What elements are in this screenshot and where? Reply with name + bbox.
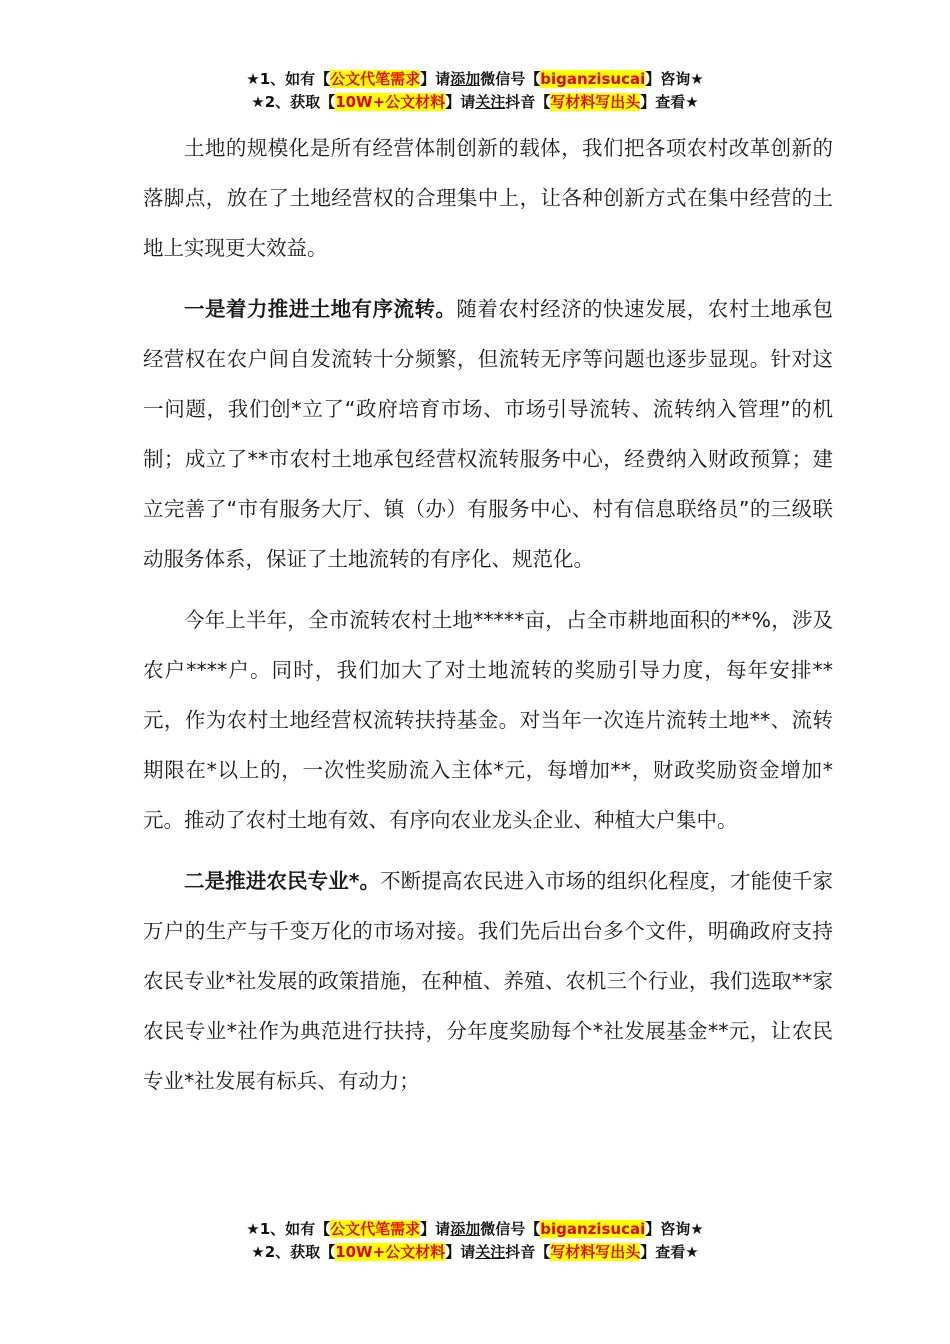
promo-underline: 关注: [475, 93, 506, 111]
promo-underline: 添加: [450, 1220, 481, 1238]
promo-highlight: 10W+公文材料: [335, 1243, 446, 1261]
promo-text: 抖音【: [505, 93, 551, 111]
paragraph: [143, 284, 833, 584]
wechat-id-highlight: biganzisucai: [540, 70, 646, 88]
promo-line-1: [0, 1218, 950, 1241]
wechat-id-highlight: biganzisucai: [540, 1220, 646, 1238]
paragraph-text: 随着农村经济的快速发展，农村土地承包经营权在农户间自发流转十分频繁，但流转无序等问题也逐步显现。针对这一问题，我们创*立了“政府培育市场、市场引导流转、流转纳入管理”的机制；成立了**市农村土地承包经营权流转服务中心，经费纳入财政预算；建立完善了“市有服务大厅、镇（办）有服务中心、村有信息联络员”的三级联动服务体系，保证了土地流转的有序化、规范化。: [143, 297, 834, 571]
paragraph-lead: 一是着力推进土地有序流转。: [184, 297, 457, 321]
paragraph-text: 不断提高农民进入市场的组织化程度，才能使千家万户的生产与千变万化的市场对接。我们先后出台多个文件，明确政府支持农民专业*社发展的政策措施，在种植、养殖、农机三个行业，我们选取**家农民专业*社作为典范进行扶持，分年度奖励每个*社发展基金**元，让农民专业*社发展有标兵、有动力；: [143, 869, 833, 1093]
promo-text: 】咨询★: [645, 1220, 704, 1238]
promo-line-2: [0, 91, 950, 114]
promo-text: ★2、获取【: [251, 93, 336, 111]
promo-text: 】查看★: [640, 1243, 699, 1261]
paragraph-lead: 二是推进农民专业*。: [184, 869, 381, 893]
promo-text: 】请: [445, 93, 476, 111]
promo-underline: 添加: [450, 70, 481, 88]
paragraph-text: 今年上半年，全市流转农村土地*****亩，占全市耕地面积的**%，涉及农户****户。同时，我们加大了对土地流转的奖励引导力度，每年安排**元，作为农村土地经营权流转扶持基金。对当年一次连片流转土地**、流转期限在*以上的，一次性奖励流入主体*元，每增加**，财政奖励资金增加*元。推动了农村土地有效、有序向农业龙头企业、种植大户集中。: [143, 608, 833, 832]
promo-text: ★2、获取【: [251, 1243, 336, 1261]
promo-text: 微信号【: [480, 70, 541, 88]
document-body: [143, 123, 833, 1106]
promo-highlight: 公文代笔需求: [330, 70, 421, 88]
douyin-account-highlight: 写材料写出头: [550, 1243, 641, 1261]
paragraph-text: 土地的规模化是所有经营体制创新的载体，我们把各项农村改革创新的落脚点，放在了土地经营权的合理集中上，让各种创新方式在集中经营的土地上实现更大效益。: [143, 136, 833, 260]
promo-underline: 关注: [475, 1243, 506, 1261]
promo-text: ★1、如有【: [246, 70, 331, 88]
paragraph: [143, 123, 833, 273]
promo-highlight: 公文代笔需求: [330, 1220, 421, 1238]
paragraph: [143, 595, 833, 845]
header-promo-banner: [0, 68, 950, 114]
promo-line-2: [0, 1241, 950, 1264]
promo-line-1: [0, 68, 950, 91]
promo-text: 】请: [420, 1220, 451, 1238]
promo-text: 抖音【: [505, 1243, 551, 1261]
paragraph: [143, 856, 833, 1106]
promo-highlight: 10W+公文材料: [335, 93, 446, 111]
promo-text: 】请: [420, 70, 451, 88]
footer-promo-banner: [0, 1218, 950, 1264]
promo-text: 】咨询★: [645, 70, 704, 88]
promo-text: ★1、如有【: [246, 1220, 331, 1238]
promo-text: 】请: [445, 1243, 476, 1261]
promo-text: 】查看★: [640, 93, 699, 111]
promo-text: 微信号【: [480, 1220, 541, 1238]
douyin-account-highlight: 写材料写出头: [550, 93, 641, 111]
